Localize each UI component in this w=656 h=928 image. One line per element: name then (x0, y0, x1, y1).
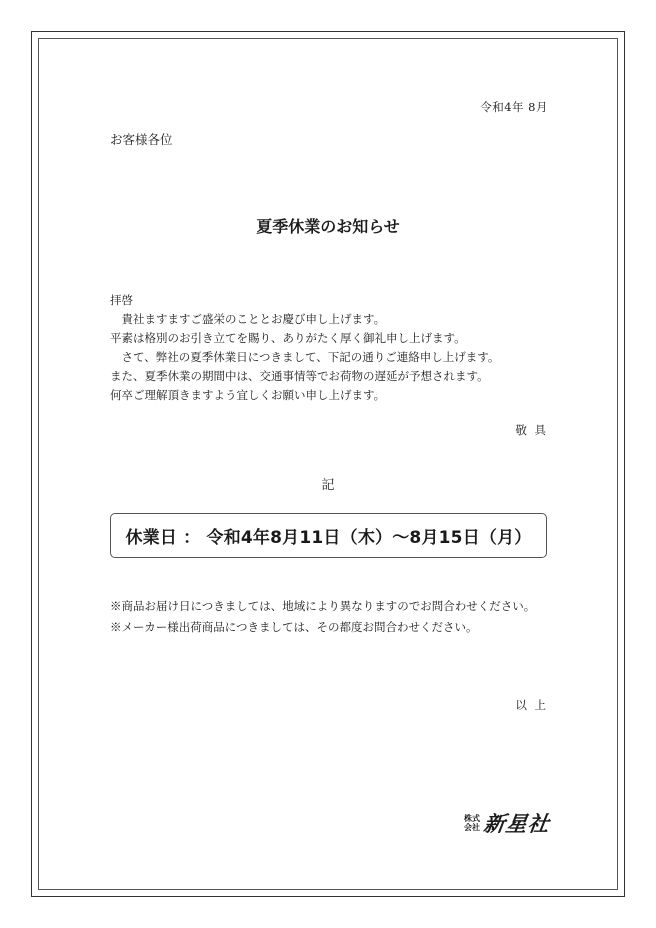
recipient: お客様各位 (110, 132, 173, 147)
salutation: 拝啓 (110, 293, 133, 307)
body-line-4: また、夏季休業の期間中は、交通事情等でお荷物の遅延が予想されます。 (110, 369, 489, 383)
company-type (464, 814, 480, 832)
note-item: ※メーカー様出荷商品につきましては、その都度お問合わせください。 (110, 620, 478, 634)
notes (110, 596, 535, 638)
body-line-2: 平素は格別のお引き立てを賜り、ありがたく厚く御礼申し上げます。 (110, 331, 466, 345)
closing: 敬 具 (515, 423, 548, 437)
ki-heading: 記 (321, 478, 335, 493)
company-type-line-2: 会社 (464, 823, 480, 832)
company-type-line-1: 株式 (464, 814, 480, 823)
holiday-period: 休業日 ： 令和4年8月11日（木）～8月15日（月） (125, 528, 532, 548)
end-mark: 以 上 (515, 698, 548, 712)
body-line-1: 貴社ますますご盛栄のこととお慶び申し上げます。 (110, 312, 386, 326)
body-line-5: 何卒ご理解頂きますよう宜しくお願い申し上げます。 (110, 388, 386, 402)
note-item: ※商品お届け日につきましては、地域により異なりますのでお問合わせください。 (110, 599, 536, 613)
date: 令和4年 8月 (480, 100, 548, 114)
body-line-3: さて、弊社の夏季休業日につきまして、下記の通りご連絡申し上げます。 (110, 350, 500, 364)
company-name: 新星社 (482, 812, 552, 836)
letter-body (110, 291, 499, 405)
inner-border (38, 38, 618, 890)
page-title: 夏季休業のお知らせ (256, 217, 400, 236)
company-logo (464, 808, 550, 838)
holiday-box (110, 513, 547, 558)
